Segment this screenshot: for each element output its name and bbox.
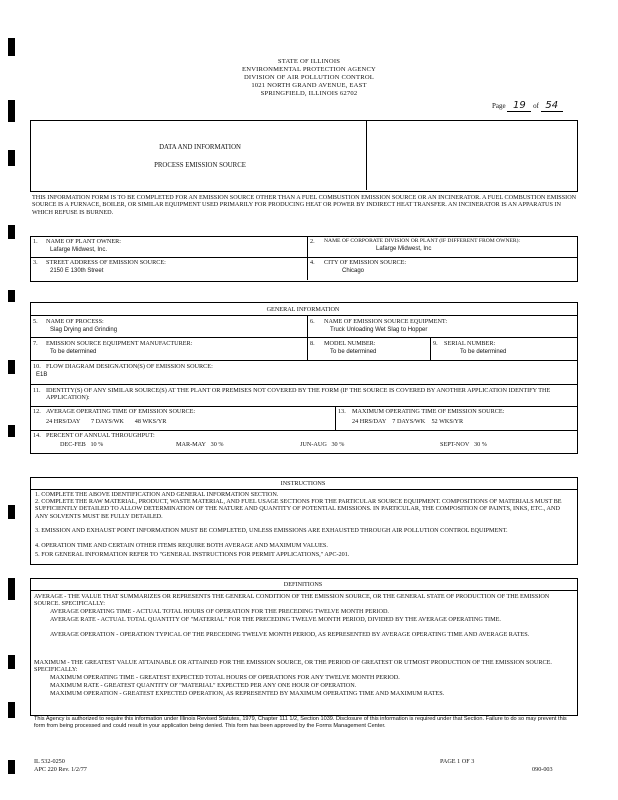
- equipment-name-label: NAME OF EMISSION SOURCE EQUIPMENT:: [324, 318, 448, 325]
- average-operating-time-definition: AVERAGE OPERATING TIME - ACTUAL TOTAL HOURS OF OPERATION FOR THE PRECEDING TWELVE MONTH PERIOD.: [50, 608, 389, 615]
- city-label: CITY OF EMISSION SOURCE:: [324, 259, 407, 266]
- similar-sources-label: IDENTITY(S) OF ANY SIMILAR SOURCE(S) AT THE PLANT OR PREMISES NOT COVERED BY THE FORM (IF THE SOURCE IS COVERED BY ANOTHER APPLICATION IDENTIFY THE APPLICATION):: [46, 387, 551, 402]
- page-total: 54: [541, 100, 563, 112]
- binding-mark: [8, 100, 15, 122]
- binding-mark: [8, 578, 15, 600]
- binding-mark: [8, 505, 15, 519]
- binding-mark: [8, 760, 15, 774]
- instruction-item: 1. COMPLETE THE ABOVE IDENTIFICATION AND GENERAL INFORMATION SECTION.: [35, 491, 279, 498]
- serial-number-label: SERIAL NUMBER:: [444, 340, 496, 347]
- serial-number-value: To be determined: [460, 349, 507, 355]
- binding-mark: [8, 225, 15, 239]
- plant-owner-value: Lafarge Midwest, Inc.: [50, 247, 108, 253]
- binding-mark: [8, 150, 15, 166]
- flow-diagram-value: E1B: [36, 372, 48, 378]
- maximum-rate-definition: MAXIMUM RATE - GREATEST QUANTITY OF "MATERIAL" EXPECTED PER ANY ONE HOUR OF OPERATION.: [50, 682, 357, 689]
- binding-mark: [8, 655, 15, 669]
- maximum-operating-time-label: MAXIMUM OPERATING TIME OF EMISSION SOURCE:: [352, 408, 505, 415]
- manufacturer-value: To be determined: [50, 349, 97, 355]
- throughput-jun-aug: JUN-AUG 30 %: [300, 441, 345, 448]
- binding-mark: [8, 38, 15, 56]
- street-address-value: 2150 E 130th Street: [50, 268, 104, 274]
- page-number: Page 19 of 54: [492, 100, 563, 112]
- header-agency: ENVIRONMENTAL PROTECTION AGENCY: [242, 66, 376, 73]
- street-address-label: STREET ADDRESS OF EMISSION SOURCE:: [46, 259, 166, 266]
- manufacturer-label: EMISSION SOURCE EQUIPMENT MANUFACTURER:: [46, 340, 193, 347]
- maximum-operating-time-values: 24 HRS/DAY 7 DAYS/WK 52 WKS/YR: [352, 418, 464, 425]
- form-revision: APC 220 Rev. 1/2/77: [34, 766, 87, 773]
- binding-mark: [8, 702, 15, 718]
- form-id: IL 532-0250: [34, 758, 65, 765]
- process-name-label: NAME OF PROCESS:: [46, 318, 104, 325]
- header-city: SPRINGFIELD, ILLINOIS 62702: [260, 90, 358, 97]
- form-code: 090-003: [532, 766, 553, 773]
- plant-owner-label: NAME OF PLANT OWNER:: [46, 238, 121, 245]
- binding-mark: [8, 360, 15, 374]
- intro-text: THIS INFORMATION FORM IS TO BE COMPLETED FOR AN EMISSION SOURCE OTHER THAN A FUEL COMBUSTION EMISSION SOURCE OR AN INCINERATOR. A FUEL COMBUSTION EMISSION SOURCE IS A FURNACE, BOILER, OR SIMILAR EQUIPMENT USED PRIMARILY FOR PRODUCING HEAT OR POWER BY INDIRECT HEAT TRANSFER. AN INCINERATOR IS AN APPARATUS IN WHICH REFUSE IS BURNED.: [32, 194, 577, 216]
- title-line-2: PROCESS EMISSION SOURCE: [154, 162, 246, 169]
- process-name-value: Slag Drying and Grinding: [50, 327, 118, 333]
- definitions-title: DEFINITIONS: [283, 581, 323, 588]
- legal-disclaimer: This Agency is authorized to require this information under Illinois Revised Statutes, 1979, Chapter 111 1/2, Section 1039. Disclosure of this information is required under that Section. Failure to do so may prevent this form from being processed and could result in your application being denied. This form has been approved by the Forms Management Center.: [34, 716, 567, 729]
- city-value: Chicago: [342, 268, 365, 274]
- instruction-item: 3. EMISSION AND EXHAUST POINT INFORMATION MUST BE COMPLETED, UNLESS EMISSIONS ARE EXHAUSTED THROUGH AIR POLLUTION CONTROL EQUIPMENT.: [35, 527, 508, 534]
- general-info-title: GENERAL INFORMATION: [266, 306, 340, 313]
- corporate-division-label: NAME OF CORPORATE DIVISION OR PLANT (IF DIFFERENT FROM OWNER):: [324, 238, 521, 244]
- average-rate-definition: AVERAGE RATE - ACTUAL TOTAL QUANTITY OF "MATERIAL" FOR THE PRECEDING TWELVE MONTH PERIOD, DIVIDED BY THE AVERAGE OPERATING TIME.: [50, 616, 501, 623]
- maximum-definition: MAXIMUM - THE GREATEST VALUE ATTAINABLE OR ATTAINED FOR THE EMISSION SOURCE, OR THE PERIOD OF GREATEST OR UTMOST PRODUCTION OF THE EMISSION SOURCE. SPECIFICALLY:: [34, 659, 552, 674]
- header-street: 1021 NORTH GRAND AVENUE, EAST: [251, 82, 367, 89]
- model-number-label: MODEL NUMBER:: [324, 340, 376, 347]
- instruction-item: 2. COMPLETE THE RAW MATERIAL, PRODUCT, WASTE MATERIAL, AND FUEL USAGE SECTIONS FOR THE PARTICULAR SOURCE EQUIPMENT. COMPOSITIONS OF MATERIALS MUST BE SUFFICIENTLY DETAILED TO ALLOW DETERMINATION OF THE NATURE AND QUANTITY OF POTENTIAL EMISSIONS. IN PARTICULAR, THE COMPOSITION OF PAINTS, INKS, ETC., AND ANY SOLVENTS MUST BE FULLY DETAILED.: [35, 498, 562, 520]
- average-operating-time-values: 24 HRS/DAY 7 DAYS/WK 48 WKS/YR: [46, 418, 167, 425]
- average-operation-definition: AVERAGE OPERATION - OPERATION TYPICAL OF THE PRECEDING TWELVE MONTH PERIOD, AS REPRESENTED BY AVERAGE OPERATING TIME AND AVERAGE RATES.: [50, 631, 530, 638]
- title-box: [30, 120, 578, 192]
- binding-mark: [8, 425, 15, 437]
- instructions-title: INSTRUCTIONS: [280, 480, 326, 487]
- header-division: DIVISION OF AIR POLLUTION CONTROL: [243, 74, 375, 81]
- corporate-division-value: Lafarge Midwest, Inc: [376, 246, 432, 252]
- throughput-label: PERCENT OF ANNUAL THROUGHPUT:: [46, 432, 155, 439]
- instruction-item: 5. FOR GENERAL INFORMATION REFER TO "GENERAL INSTRUCTIONS FOR PERMIT APPLICATIONS," APC-201.: [35, 551, 350, 558]
- instruction-item: 4. OPERATION TIME AND CERTAIN OTHER ITEMS REQUIRE BOTH AVERAGE AND MAXIMUM VALUES.: [35, 542, 328, 549]
- header-state: STATE OF ILLINOIS: [277, 58, 341, 65]
- form-page-text: PAGE 1 OF 3: [440, 758, 475, 765]
- flow-diagram-label: FLOW DIAGRAM DESIGNATION(S) OF EMISSION SOURCE:: [46, 363, 213, 370]
- average-definition: AVERAGE - THE VALUE THAT SUMMARIZES OR REPRESENTS THE GENERAL CONDITION OF THE EMISSION SOURCE, OR THE GENERAL STATE OF PRODUCTION OF THE EMISSION SOURCE. SPECIFICALLY:: [34, 593, 550, 608]
- title-line-1: DATA AND INFORMATION: [159, 144, 241, 151]
- binding-mark: [8, 290, 15, 302]
- maximum-operating-time-definition: MAXIMUM OPERATING TIME - GREATEST EXPECTED TOTAL HOURS OF OPERATIONS FOR ANY TWELVE MONTH PERIOD.: [50, 674, 400, 681]
- throughput-sept-nov: SEPT-NOV 30 %: [440, 441, 487, 448]
- maximum-operation-definition: MAXIMUM OPERATION - GREATEST EXPECTED OPERATION, AS REPRESENTED BY MAXIMUM OPERATING TIME AND MAXIMUM RATES.: [50, 690, 445, 697]
- page-current: 19: [507, 100, 531, 112]
- throughput-mar-may: MAR-MAY 30 %: [176, 441, 224, 448]
- average-operating-time-label: AVERAGE OPERATING TIME OF EMISSION SOURCE:: [46, 408, 196, 415]
- equipment-name-value: Truck Unloading Wet Slag to Hopper: [330, 327, 428, 333]
- model-number-value: To be determined: [330, 349, 377, 355]
- throughput-dec-feb: DEC-FEB 10 %: [60, 441, 104, 448]
